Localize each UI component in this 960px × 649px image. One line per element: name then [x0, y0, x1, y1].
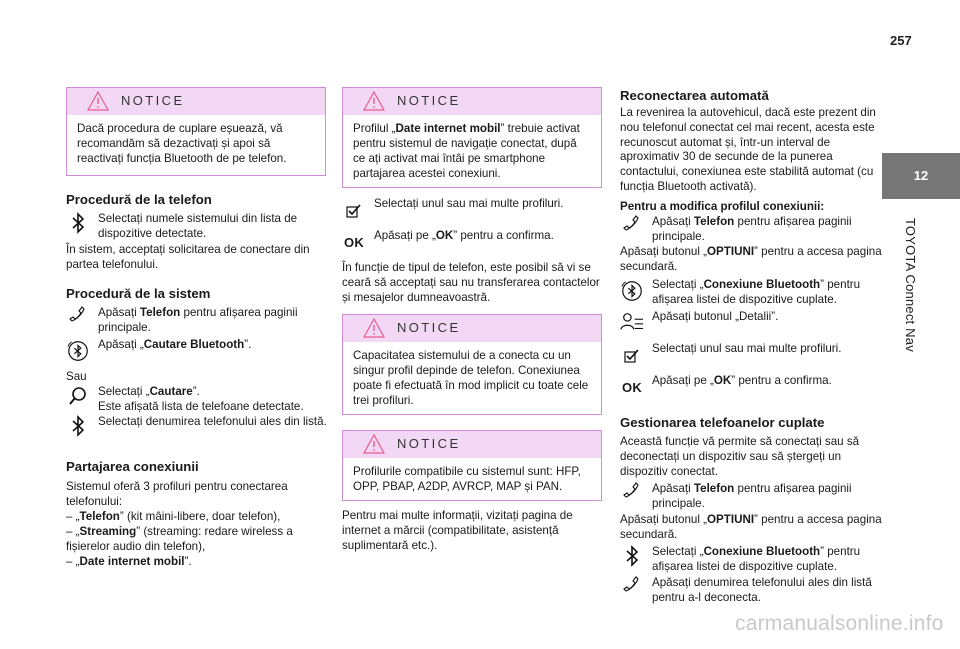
warning-icon — [363, 318, 385, 343]
step — [620, 545, 882, 575]
paragraph: La revenirea la autovehicul, dacă este prezent din nou telefonul conectat cel mai recent, acesta este recunoscut automat și, într-un interval de aproximativ 30 de secunde de la punerea contactului, conexiunea este stabilită automat (cu funcția Bluetooth activată). — [620, 106, 876, 193]
step — [620, 482, 882, 512]
phone-handset-icon — [66, 306, 90, 330]
paragraph: Sistemul oferă 3 profiluri pentru conectarea telefonului: — [66, 480, 288, 508]
ok-icon: OK — [343, 235, 365, 250]
step — [620, 310, 882, 338]
notice-title: NOTICE — [397, 436, 461, 451]
section-heading: Partajarea conexiunii — [66, 459, 199, 474]
step-text: Selectați unul sau mai multe profiluri. — [374, 197, 564, 210]
step-text: Apăsați butonul „Detalii”. — [652, 310, 779, 323]
step-text: Apăsați Telefon pentru afișarea paginii principale. — [98, 306, 298, 334]
notice-text: Dacă procedura de cuplare eșuează, vă recomandăm să dezactivați și apoi să reactivați funcția Bluetooth de pe telefon. — [77, 122, 287, 165]
step-text: Apăsați Telefon pentru afișarea paginii principale. — [652, 482, 852, 510]
section-heading: Procedură de la sistem — [66, 286, 211, 301]
ok-icon: OK — [621, 380, 643, 395]
phone-handset-icon — [620, 576, 644, 600]
step — [342, 197, 604, 221]
chapter-title: TOYOTA Connect Nav — [903, 218, 918, 352]
notice-text: Profilul „Date internet mobil” trebuie activat pentru sistemul de navigație conectat, după ce ați activat mai întâi pe smartphone partajarea acestei conexiuni. — [353, 122, 580, 180]
bluetooth-search-icon — [66, 338, 90, 362]
section-heading: Reconectarea automată — [620, 88, 769, 103]
chapter-tab[interactable]: 12 — [882, 153, 960, 199]
step-text: Apăsați „Cautare Bluetooth”. — [98, 338, 252, 351]
paragraph: În funcție de tipul de telefon, este posibil să vi se ceară să acceptați sau nu transferarea contactelor și mesajelor dumneavoastră. — [342, 261, 600, 304]
step — [620, 374, 882, 398]
step — [342, 229, 604, 253]
notice-box — [342, 87, 602, 188]
step — [66, 306, 328, 336]
notice-title: NOTICE — [397, 93, 461, 108]
search-icon — [66, 385, 90, 409]
phone-handset-icon — [620, 482, 644, 506]
step — [620, 342, 882, 366]
paragraph: Sau — [66, 370, 87, 383]
list-item: – „Streaming” (streaming: redare wireless a fișierelor audio din telefon), — [66, 525, 293, 553]
step — [66, 212, 328, 242]
notice-text: Profilurile compatibile cu sistemul sunt: HFP, OPP, PBAP, A2DP, AVRCP, MAP și PAN. — [353, 465, 581, 493]
step — [620, 576, 882, 606]
notice-title: NOTICE — [397, 320, 461, 335]
paragraph: În sistem, acceptați solicitarea de conectare din partea telefonului. — [66, 243, 310, 271]
paragraph: Această funcție vă permite să conectați sau să deconectați un dispozitiv sau să ștergeți un dispozitiv conectat. — [620, 435, 860, 478]
bluetooth-icon — [66, 415, 90, 439]
notice-box — [66, 87, 326, 176]
bluetooth-icon — [66, 212, 90, 236]
step-text: Apăsați Telefon pentru afișarea paginii principale. — [652, 215, 852, 243]
page-number: 257 — [890, 33, 912, 48]
paragraph: Apăsați butonul „OPTIUNI” pentru a accesa pagina secundară. — [620, 513, 882, 541]
list-item: – „Telefon” (kit mâini-libere, doar telefon), — [66, 510, 281, 523]
checkbox-icon — [620, 349, 644, 373]
step-text: Selectați unul sau mai multe profiluri. — [652, 342, 842, 355]
step — [66, 415, 328, 445]
step-text: Apăsați pe „OK” pentru a confirma. — [374, 229, 554, 242]
phone-handset-icon — [620, 215, 644, 239]
notice-box — [342, 430, 602, 501]
notice-box — [342, 314, 602, 415]
list-item: – „Date internet mobil”. — [66, 555, 192, 568]
step-text: Selectați numele sistemului din lista de dispozitive detectate. — [98, 212, 298, 240]
section-heading: Gestionarea telefoanelor cuplate — [620, 415, 825, 430]
warning-icon — [363, 91, 385, 116]
bluetooth-search-icon — [620, 278, 644, 302]
section-heading: Procedură de la telefon — [66, 192, 212, 207]
checkbox-icon — [342, 204, 366, 228]
step-text: Apăsați pe „OK” pentru a confirma. — [652, 374, 832, 387]
step-text: Selectați denumirea telefonului ales din listă. — [98, 415, 327, 428]
step — [620, 215, 882, 245]
notice-title: NOTICE — [121, 93, 185, 108]
step-text: Selectați „Conexiune Bluetooth” pentru afișarea listei de dispozitive cuplate. — [652, 545, 861, 573]
step — [620, 278, 882, 308]
paragraph: Pentru mai multe informații, vizitați pagina de internet a mărcii (compatibilitate, asistență suplimentară etc.). — [342, 509, 573, 552]
step-text: Apăsați denumirea telefonului ales din listă pentru a-l deconecta. — [652, 576, 872, 604]
watermark: carmanualsonline.info — [735, 612, 944, 635]
paragraph: Apăsați butonul „OPTIUNI” pentru a accesa pagina secundară. — [620, 245, 882, 273]
contact-details-icon — [620, 310, 644, 334]
notice-text: Capacitatea sistemului de a conecta cu un singur profil depinde de telefon. Conexiunea poate fi efectuată în mod implicit cu toate cele trei profiluri. — [353, 349, 589, 407]
warning-icon — [87, 91, 109, 116]
warning-icon — [363, 434, 385, 459]
bluetooth-icon — [620, 545, 644, 569]
step-text: Selectați „Conexiune Bluetooth” pentru afișarea listei de dispozitive cuplate. — [652, 278, 861, 306]
step-text: Selectați „Cautare”. Este afișată lista de telefoane detectate. — [98, 385, 304, 413]
step — [66, 385, 328, 417]
step — [66, 338, 328, 366]
bold-line: Pentru a modifica profilul conexiunii: — [620, 200, 825, 213]
